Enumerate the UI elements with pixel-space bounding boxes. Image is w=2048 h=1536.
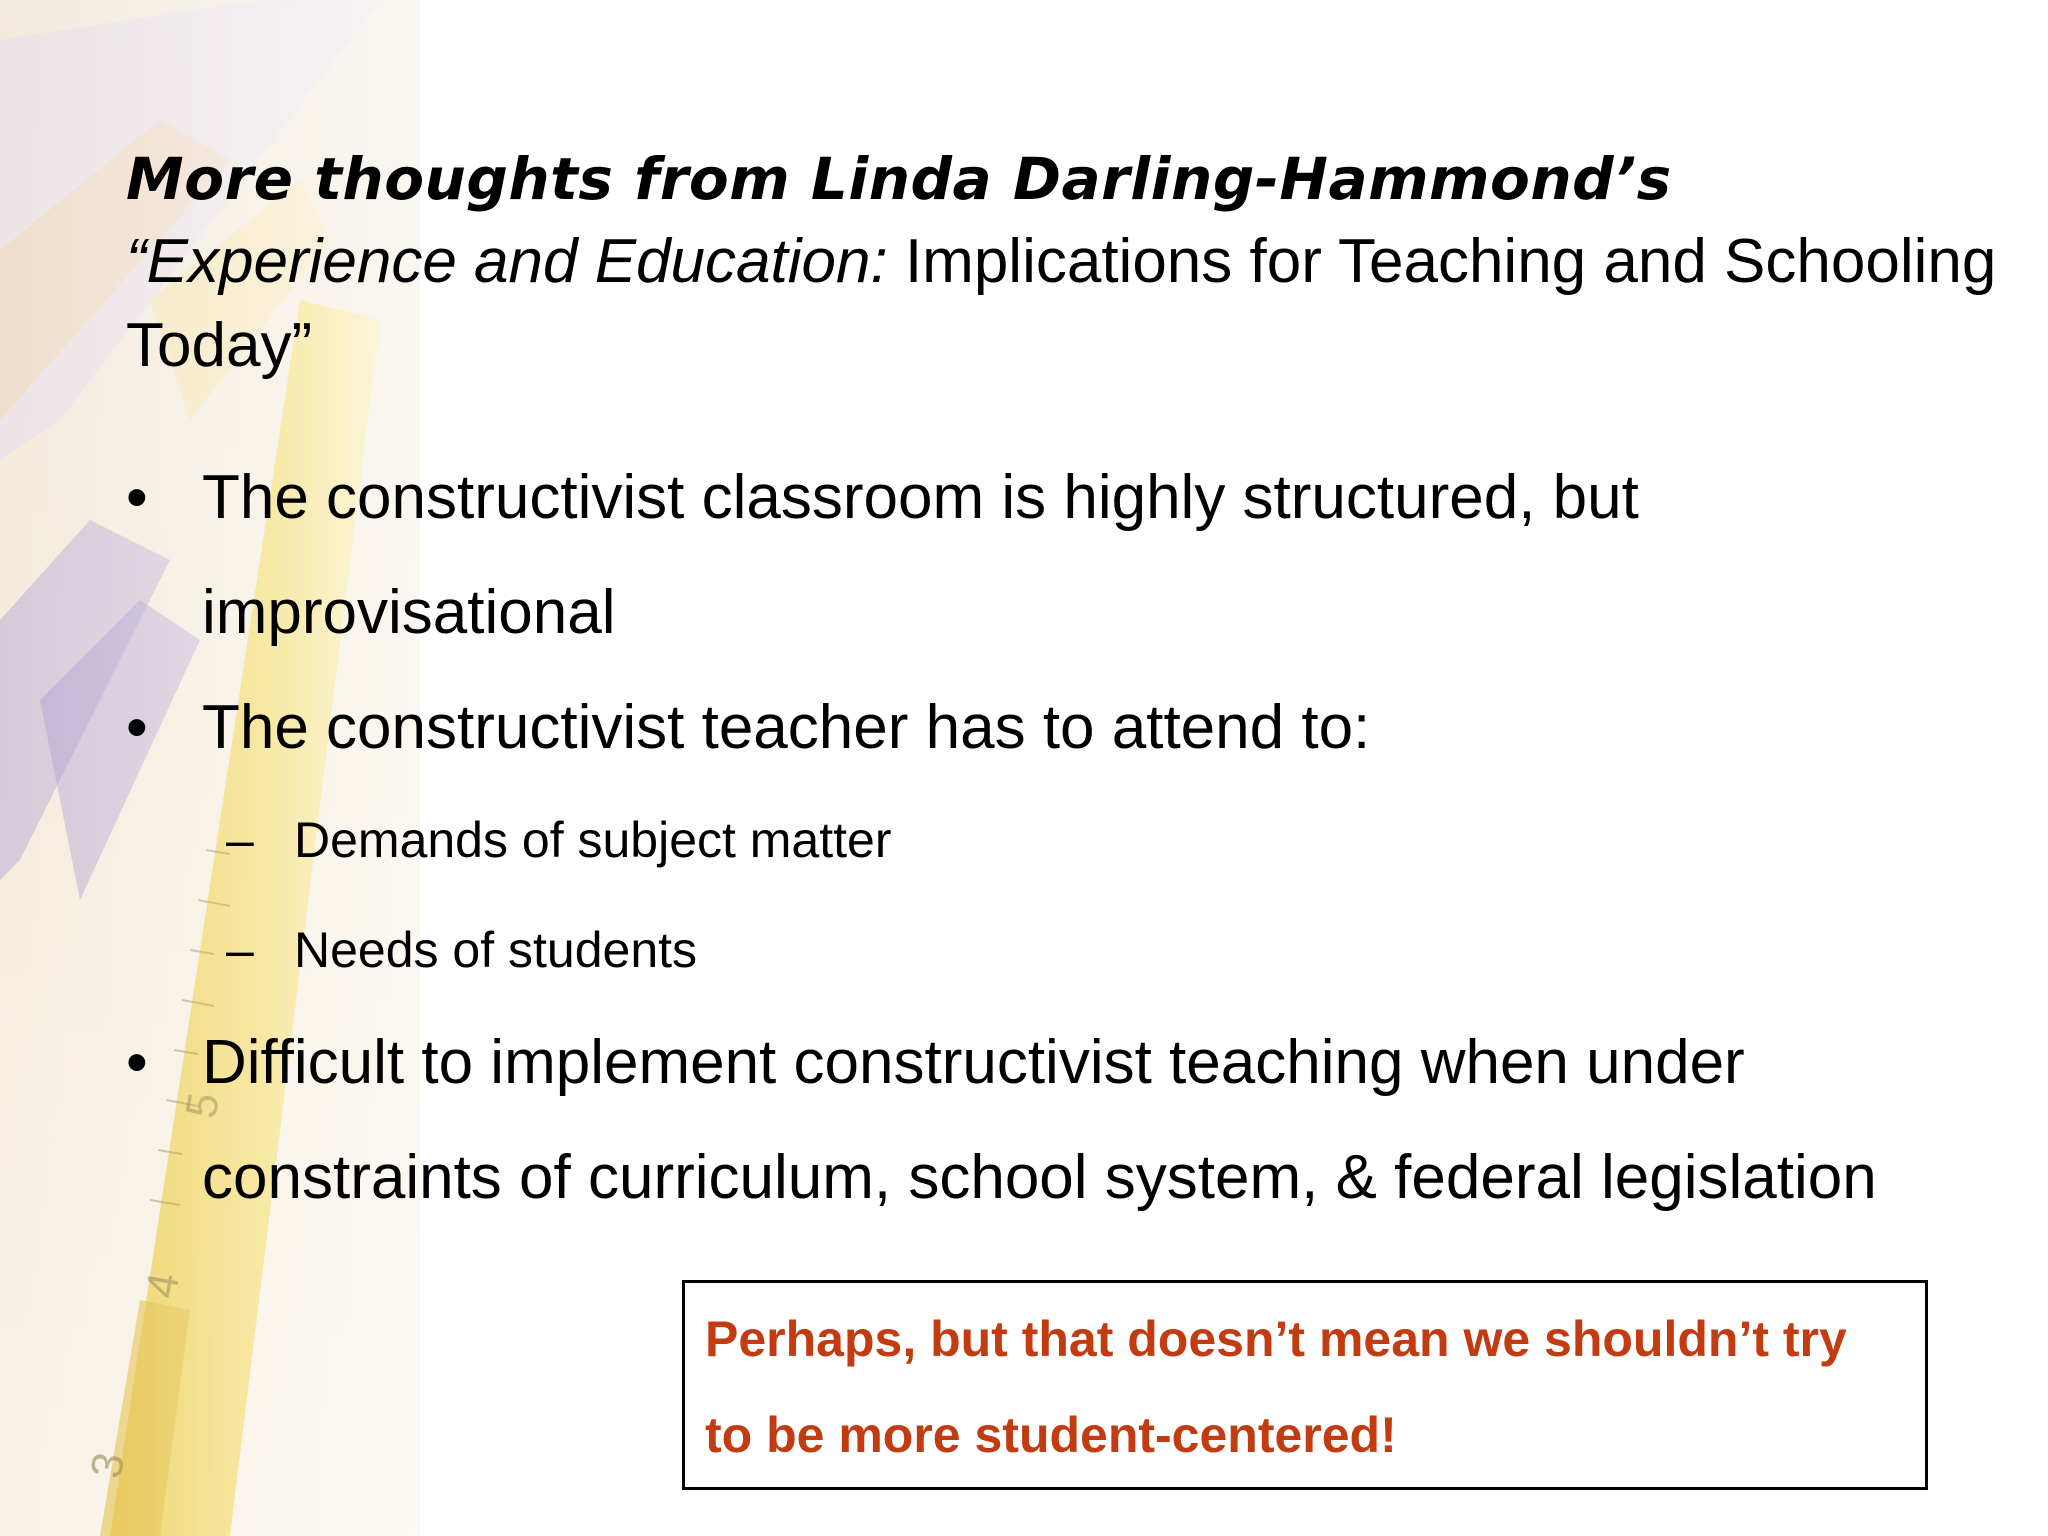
sub-bullet-item xyxy=(126,785,1986,895)
title-subtitle: Implications for Teaching and Schooling Today” xyxy=(126,227,1997,380)
callout-box xyxy=(682,1280,1928,1490)
bullet-list xyxy=(126,440,1986,1235)
sub-bullet-item xyxy=(126,895,1986,1005)
bullet-marker: • xyxy=(126,1028,148,1097)
bullet-text: The constructivist teacher has to attend to: xyxy=(202,693,1371,762)
sub-bullet-text: Demands of subject matter xyxy=(294,812,892,868)
title-book-name: “Experience and Education: xyxy=(126,227,888,296)
bullet-marker: • xyxy=(126,693,148,762)
slide-title xyxy=(126,138,2006,388)
sub-bullet-marker: – xyxy=(226,922,254,978)
bullet-marker: • xyxy=(126,463,148,532)
title-line-1: More thoughts from Linda Darling-Hammond’s xyxy=(126,145,1672,213)
bullet-item xyxy=(126,440,1986,670)
callout-text: Perhaps, but that doesn’t mean we shouldn’t try to be more student-centered! xyxy=(705,1311,1847,1463)
bullet-item xyxy=(126,670,1986,785)
bullet-text: Difficult to implement constructivist teaching when under constraints of curriculum, school system, & federal legislation xyxy=(202,1028,1877,1212)
bullet-item xyxy=(126,1005,1986,1235)
sub-bullet-text: Needs of students xyxy=(294,922,698,978)
title-line-2 xyxy=(126,220,2006,388)
bullet-text: The constructivist classroom is highly structured, but improvisational xyxy=(202,463,1639,647)
sub-bullet-marker: – xyxy=(226,812,254,868)
